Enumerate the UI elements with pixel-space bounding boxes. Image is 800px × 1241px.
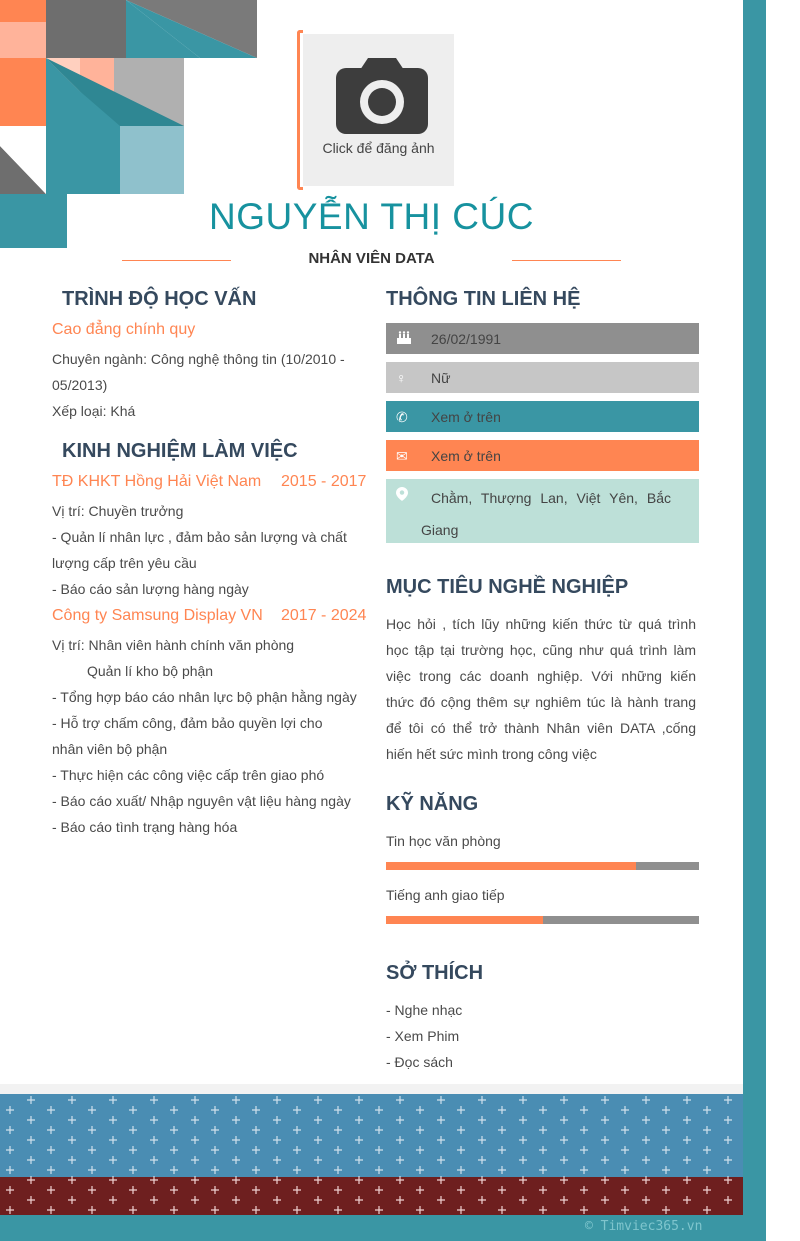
job-1-line: - Báo cáo sản lượng hàng ngày bbox=[52, 581, 249, 597]
education-major: Chuyên ngành: Công nghệ thông tin (10/2010 - 05/2013) bbox=[52, 351, 345, 393]
contact-gender-row bbox=[386, 362, 699, 393]
job-title: NHÂN VIÊN DATA bbox=[308, 250, 435, 267]
job-1-period: 2015 - 2017 bbox=[281, 473, 367, 490]
location-icon bbox=[396, 487, 408, 504]
title-rule-right bbox=[512, 260, 621, 261]
camera-icon bbox=[336, 56, 428, 136]
skill-name: Tin học văn phòng bbox=[386, 833, 501, 849]
education-school-type: Cao đẳng chính quy bbox=[52, 321, 196, 338]
skill-bar bbox=[386, 862, 699, 870]
contact-phone: Xem ở trên bbox=[431, 409, 501, 425]
objective-heading: MỤC TIÊU NGHỀ NGHIỆP bbox=[386, 576, 629, 598]
job-1-company: TĐ KHKT Hồng Hải Việt Nam bbox=[52, 473, 262, 490]
skills-heading: KỸ NĂNG bbox=[386, 793, 479, 815]
skill-bar-fill bbox=[386, 916, 543, 924]
job-2-line: - Thực hiện các công việc cấp trên giao phó bbox=[52, 767, 325, 783]
contact-birthday-row bbox=[386, 323, 699, 354]
contact-birthday: 26/02/1991 bbox=[431, 331, 502, 347]
contact-email: Xem ở trên bbox=[431, 448, 501, 464]
education-heading: TRÌNH ĐỘ HỌC VẤN bbox=[62, 288, 257, 310]
contact-address: Chằm, Thượng Lan, Việt Yên, Bắc Giang bbox=[421, 490, 671, 538]
candidate-name: NGUYỄN THỊ CÚC bbox=[209, 196, 534, 237]
job-2-line: Quản lí kho bộ phận bbox=[87, 663, 214, 679]
skill-name: Tiếng anh giao tiếp bbox=[386, 887, 505, 903]
job-1-line: Vị trí: Chuyền trưởng bbox=[52, 503, 184, 519]
job-2-period: 2017 - 2024 bbox=[281, 607, 367, 624]
education-grade: Xếp loại: Khá bbox=[52, 403, 136, 419]
photo-upload-button[interactable] bbox=[303, 34, 454, 186]
job-2-line: - Tổng hợp báo cáo nhân lực bộ phận hằng ngày bbox=[52, 689, 357, 705]
contact-gender: Nữ bbox=[431, 370, 451, 386]
skill-bar bbox=[386, 916, 699, 924]
job-2-line: - Báo cáo xuất/ Nhập nguyên vật liệu hàng ngày bbox=[52, 793, 351, 809]
job-2-line: - Báo cáo tình trạng hàng hóa bbox=[52, 819, 238, 835]
hobby-item: - Đọc sách bbox=[386, 1054, 453, 1070]
footer-pattern bbox=[0, 1084, 743, 1215]
job-1-line: - Quản lí nhân lực , đảm bảo sản lượng và chất lượng cấp trên yêu cầu bbox=[52, 529, 347, 571]
cake-icon bbox=[396, 331, 412, 348]
contact-phone-row bbox=[386, 401, 699, 432]
right-border-strip bbox=[743, 0, 766, 1241]
envelope-icon: ✉ bbox=[396, 448, 408, 464]
watermark: © Timviec365.vn bbox=[585, 1219, 703, 1234]
skill-bar-fill bbox=[386, 862, 636, 870]
contact-address-row bbox=[386, 479, 699, 543]
female-icon: ♀ bbox=[396, 370, 407, 386]
job-2-company: Công ty Samsung Display VN bbox=[52, 607, 263, 624]
contact-email-row bbox=[386, 440, 699, 471]
contact-heading: THÔNG TIN LIÊN HỆ bbox=[386, 288, 581, 310]
photo-upload-area bbox=[297, 30, 454, 190]
experience-heading: KINH NGHIỆM LÀM VIỆC bbox=[62, 440, 298, 462]
job-2-line: - Hỗ trợ chấm công, đảm bảo quyền lợi cho nhân viên bộ phận bbox=[52, 715, 323, 757]
objective-text: Học hỏi , tích lũy những kiến thức từ quá trình học tập tại trường học, cũng như quá trình làm việc trong các doanh nghiệp. Với những kiến thức đó cộng thêm sự nghiêm túc là hành trang để tôi có thể trở thành Nhân viên DATA ,cống hiến hết sức mình trong công việc bbox=[386, 616, 696, 762]
hobby-item: - Nghe nhạc bbox=[386, 1002, 463, 1018]
photo-upload-label: Click để đăng ảnh bbox=[322, 140, 435, 156]
hobby-item: - Xem Phim bbox=[386, 1028, 460, 1044]
job-2-line: Vị trí: Nhân viên hành chính văn phòng bbox=[52, 637, 295, 653]
hobbies-heading: SỞ THÍCH bbox=[386, 962, 484, 984]
phone-icon: ✆ bbox=[396, 409, 408, 425]
